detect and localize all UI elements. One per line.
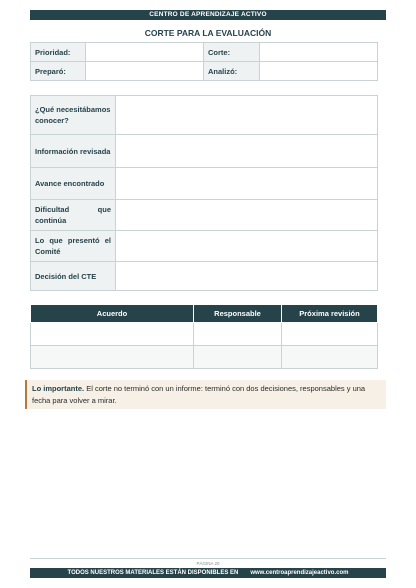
- needed-to-know-label: ¿Qué necesitábamos conocer?: [31, 96, 116, 135]
- agreement-cell[interactable]: [31, 346, 194, 369]
- header-banner: CENTRO DE APRENDIZAJE ACTIVO: [30, 10, 386, 20]
- committee-presented-word-4: el: [104, 236, 111, 245]
- cte-decision-label: Decisión del CTE: [31, 262, 116, 291]
- table-row: [31, 323, 378, 346]
- ongoing-difficulty-field[interactable]: [116, 200, 378, 231]
- ongoing-difficulty-word-2: que: [97, 205, 111, 214]
- ongoing-difficulty-label: [31, 200, 116, 231]
- committee-presented-word-5: Comité: [35, 247, 61, 256]
- next-review-cell[interactable]: [282, 323, 378, 346]
- page-number: PÁGINA 20: [196, 561, 220, 566]
- next-review-cell[interactable]: [282, 346, 378, 369]
- table-row: [31, 346, 378, 369]
- information-reviewed-label: Información revisada: [31, 135, 116, 168]
- evaluation-table: [30, 95, 378, 291]
- page-title: CORTE PARA LA EVALUACIÓN: [144, 28, 272, 38]
- responsible-cell[interactable]: [194, 323, 282, 346]
- footer-url-link[interactable]: www.centroaprendizajeactivo.com: [250, 570, 349, 576]
- agreement-header: Acuerdo: [31, 305, 194, 323]
- priority-field[interactable]: [86, 43, 204, 62]
- ongoing-difficulty-word-3: continúa: [35, 216, 67, 225]
- responsible-header: Responsable: [194, 305, 282, 323]
- needed-to-know-field[interactable]: [116, 96, 378, 135]
- next-review-header: Próxima revisión: [282, 305, 378, 323]
- important-callout: [25, 380, 386, 409]
- responsible-cell[interactable]: [194, 346, 282, 369]
- cut-label: Corte:: [204, 43, 260, 62]
- footer-text: TODOS NUESTROS MATERIALES ESTÁN DISPONIBLES EN: [67, 570, 239, 576]
- priority-label: Prioridad:: [31, 43, 86, 62]
- cut-field[interactable]: [260, 43, 378, 62]
- prepared-field[interactable]: [86, 62, 204, 81]
- callout-heading: Lo importante.: [32, 384, 85, 393]
- agreements-table: [30, 304, 378, 369]
- meta-table: [30, 42, 378, 81]
- ongoing-difficulty-word-1: Dificultad: [35, 205, 70, 214]
- committee-presented-word-3: presentó: [67, 236, 100, 245]
- progress-found-field[interactable]: [116, 168, 378, 200]
- footer-divider: [30, 558, 386, 559]
- committee-presented-word-2: que: [49, 236, 63, 245]
- agreement-cell[interactable]: [31, 323, 194, 346]
- progress-found-label: Avance encontrado: [31, 168, 116, 200]
- information-reviewed-field[interactable]: [116, 135, 378, 168]
- footer-banner: [30, 568, 386, 578]
- analyzed-label: Analizó:: [204, 62, 260, 81]
- committee-presented-label: [31, 231, 116, 262]
- callout-text: El corte no terminó con un informe: terminó con dos decisiones, responsables y una fecha para volver a mirar.: [32, 384, 366, 405]
- committee-presented-field[interactable]: [116, 231, 378, 262]
- cte-decision-field[interactable]: [116, 262, 378, 291]
- analyzed-field[interactable]: [260, 62, 378, 81]
- prepared-label: Preparó:: [31, 62, 86, 81]
- committee-presented-word-1: Lo: [35, 236, 45, 245]
